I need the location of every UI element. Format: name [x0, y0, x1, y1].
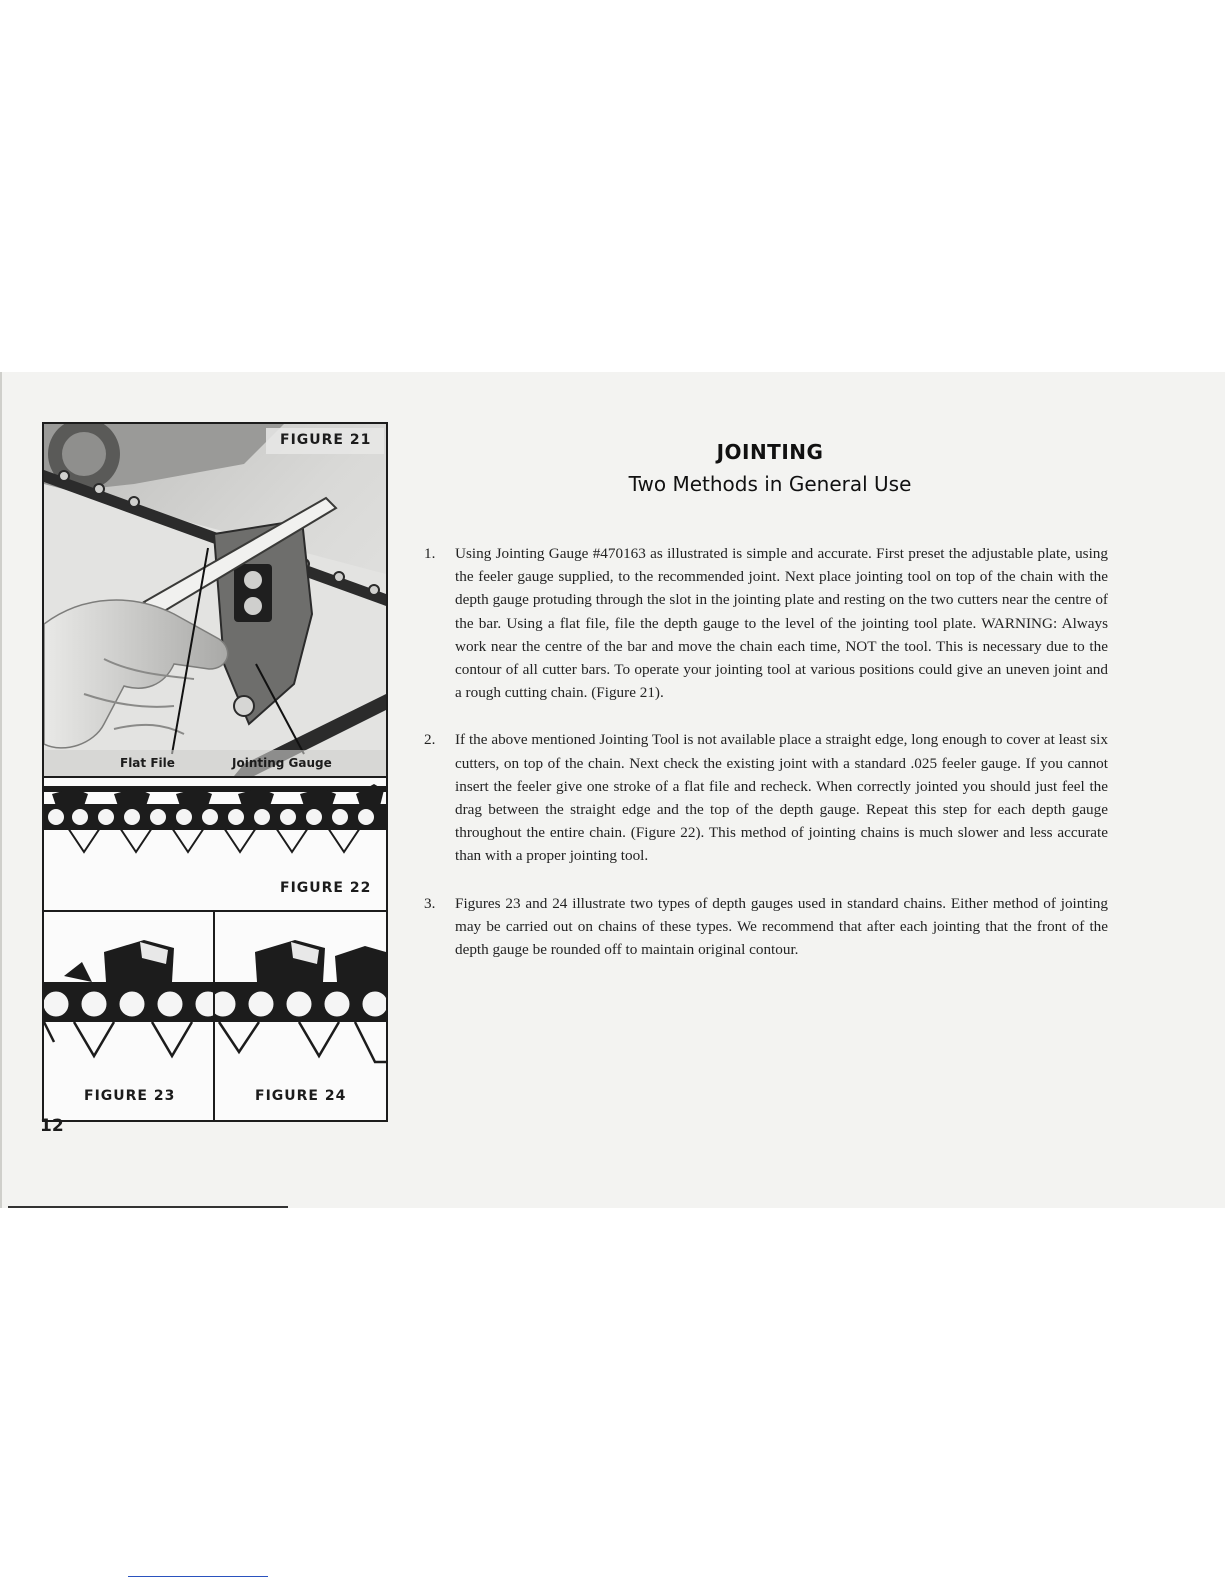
- figure-24: [215, 912, 386, 1120]
- figure-23-label: FIGURE 23: [84, 1088, 176, 1104]
- page-title: JOINTING: [716, 440, 824, 464]
- item-number: 2.: [424, 731, 436, 749]
- item-text: Figures 23 and 24 illustrate two types of depth gauges used in standard chains. Either method of jointing may be carried out on chains of these types. We recommend that after each jointing that the front of the depth gauge be rounded off to maintain original contour.: [455, 894, 1108, 959]
- figure-22-label: FIGURE 22: [280, 880, 372, 896]
- figure-24-label: FIGURE 24: [255, 1088, 347, 1104]
- figure-21-photo: [44, 424, 386, 776]
- list-item: [424, 542, 1108, 704]
- item-number: 1.: [424, 545, 436, 562]
- figure-23: [44, 912, 215, 1120]
- numbered-list: [424, 542, 1108, 961]
- figure-21-label: FIGURE 21: [280, 432, 372, 448]
- item-number: 3.: [424, 894, 436, 912]
- item-text: If the above mentioned Jointing Tool is not available place a straight edge, long enough to cover at least six cutters, on top of the chain. Next check the existing joint with a standard .025 feeler gauge. If you cannot insert the feeler give one stroke of a flat file and recheck. When correctly jointed you should just feel the drag between the straight edge and the top of the depth gauge. Repeat this step for each depth gauge throughout the entire chain. (Figure 22). This method of jointing chains is much slower and less accurate than with a proper jointing tool.: [455, 731, 1108, 865]
- page-edge-rule: [8, 1206, 288, 1208]
- flat-file-callout: Flat File: [120, 756, 175, 770]
- page-number: 12: [40, 1116, 64, 1136]
- list-item: [424, 728, 1108, 867]
- figures-23-24: [44, 912, 386, 1120]
- figure-21: [44, 424, 386, 778]
- list-item: [424, 892, 1108, 962]
- page-subtitle: Two Methods in General Use: [628, 472, 912, 496]
- figure-column: [42, 422, 388, 1122]
- item-text: Using Jointing Gauge #470163 as illustrated is simple and accurate. First preset the adjustable plate, using the feeler gauge supplied, to the recommended joint. Next place jointing tool on top of the chain with the depth gauge protuding through the slot in the jointing plate and resting on the two cutters near the centre of the bar. Using a flat file, file the depth gauge to the level of the jointing tool plate. WARNING: Always work near the centre of the bar and move the chain each time, NOT the tool. This is necessary due to the contour of all cutter bars. To operate your jointing tool at various positions could give an uneven joint and a rough cutting chain. (Figure 21).: [455, 545, 1108, 702]
- jointing-gauge-callout: Jointing Gauge: [232, 756, 332, 770]
- blue-rule: [128, 1576, 268, 1577]
- figure-22: [44, 778, 386, 912]
